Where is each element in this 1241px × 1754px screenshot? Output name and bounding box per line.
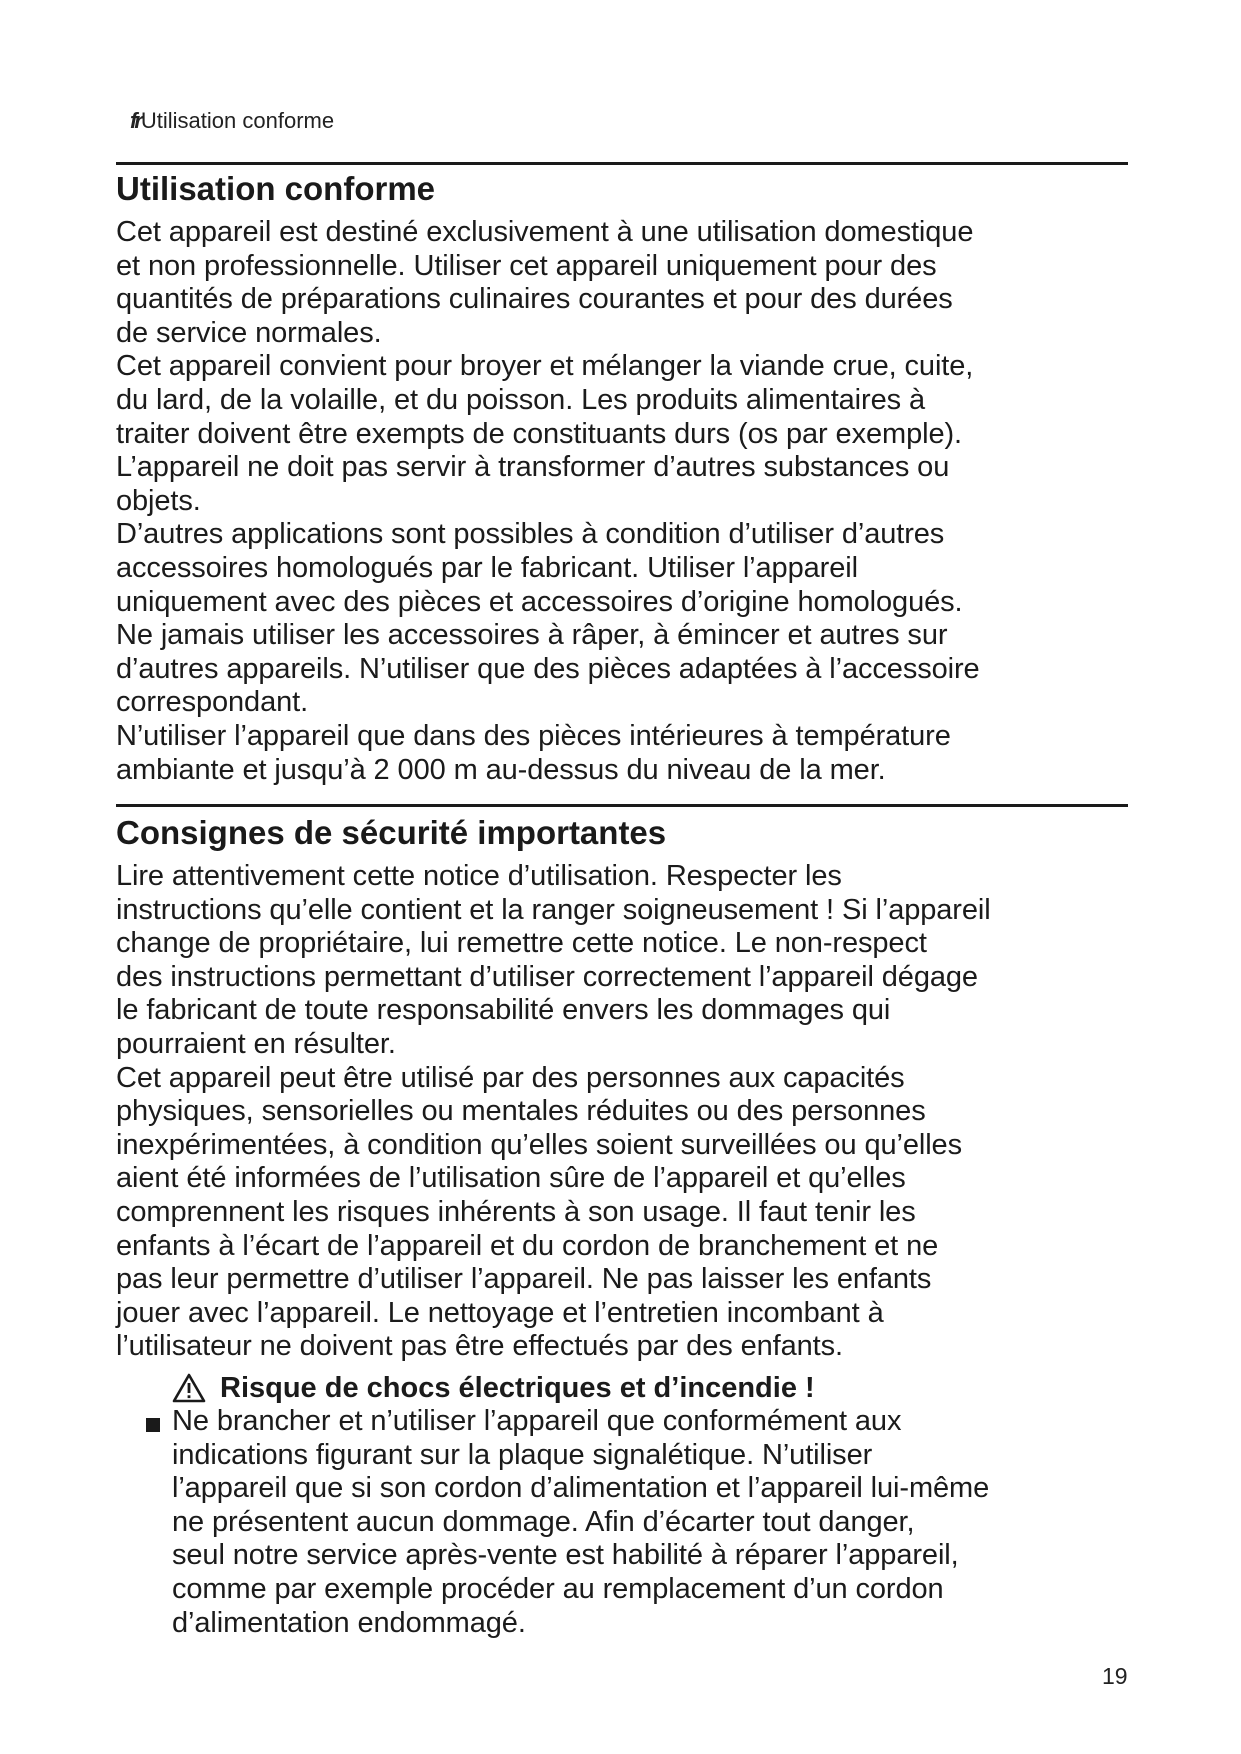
section-divider [116, 162, 1128, 165]
running-title: Utilisation conforme [140, 108, 335, 133]
bullet-text: Ne brancher et n’utiliser l’appareil que conformément aux indications figurant sur la plaque signalétique. N’utiliser l’appareil que si son cordon d’alimentation et l’appareil lui-même ne présentent aucun dommage. Afin d’écarter tout danger, seul notre service après-vente est habilité à réparer l’appareil, comme par exemple procéder au remplacement d’un cordon d’alimentation endommagé. [172, 1405, 990, 1639]
paragraph: Cet appareil peut être utilisé par des personnes aux capacités physiques, sensorielles ou mentales réduites ou des personnes inexpérimentées, à condition qu’elles soient surveillées ou qu’elles aient été informées de l’utilisation sûre de l’appareil et qu’elles comprennent les risques inhérents à son usage. Il faut tenir les enfants à l’écart de l’appareil et du cordon de branchement et ne pas leur permettre d’utiliser l’appareil. Ne pas laisser les enfants jouer avec l’appareil. Le nettoyage et l’entretien incombant à l’utilisateur ne doivent pas être effectués par des enfants. [116, 1061, 962, 1363]
warning-title: Risque de chocs électriques et d’incendie ! [220, 1372, 815, 1404]
paragraph: D’autres applications sont possibles à condition d’utiliser d’autres accessoires homologués par le fabricant. Utiliser l’appareil uniquement avec des pièces et accessoires d’origine homologués. Ne jamais utiliser les accessoires à râper, à émincer et autres sur d’autres appareils. N’utiliser que des pièces adaptées à l’accessoire correspondant. [116, 518, 980, 719]
bullet-square-icon [146, 1418, 160, 1432]
running-header [130, 108, 334, 134]
page-number: 19 [1102, 1663, 1128, 1689]
paragraph: Cet appareil est destiné exclusivement à une utilisation domestique et non professionnelle. Utiliser cet appareil uniquement pour des quantités de préparations culinaires courantes et pour des durées de service normales. [116, 216, 974, 349]
paragraph: Lire attentivement cette notice d’utilisation. Respecter les instructions qu’elle contient et la ranger soigneusement ! Si l’appareil change de propriétaire, lui remettre cette notice. Le non-respect des instructions permettant d’utiliser correctement l’appareil dégage le fabricant de toute responsabilité envers les dommages qui pourraient en résulter. [116, 860, 991, 1060]
warning-heading [172, 1371, 815, 1405]
paragraph: N’utiliser l’appareil que dans des pièces intérieures à température ambiante et jusqu’à 2 000 m au-dessus du niveau de la mer. [116, 719, 951, 786]
section-consignes-securite [116, 816, 1136, 1364]
warning-triangle-icon [172, 1373, 206, 1403]
section-utilisation-conforme [116, 172, 1136, 787]
paragraph: Cet appareil convient pour broyer et mélanger la viande crue, cuite, du lard, de la volaille, et du poisson. Les produits alimentaires à traiter doivent être exempts de constituants durs (os par exemple). L’appareil ne doit pas servir à transformer d’autres substances ou objets. [116, 350, 974, 517]
section-divider [116, 804, 1128, 807]
list-item [146, 1405, 1136, 1640]
section-title: Consignes de sécurité importantes [116, 814, 667, 851]
section-title: Utilisation conforme [116, 170, 436, 207]
language-mark: fr [130, 108, 140, 133]
